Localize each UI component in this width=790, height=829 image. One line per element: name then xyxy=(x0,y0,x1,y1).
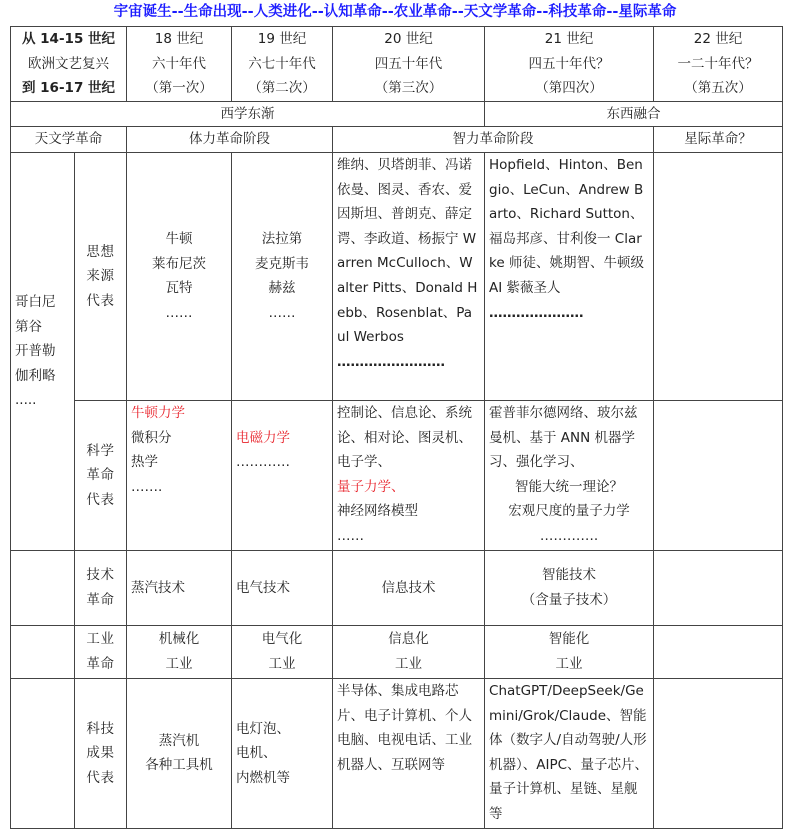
science-label: 科学 革命 代表 xyxy=(75,400,127,550)
phase-interstellar: 星际革命？ xyxy=(654,127,783,153)
thinkers-row xyxy=(11,152,783,400)
technology-19th: 电气技术 xyxy=(232,550,333,625)
page-title: 宇宙诞生--生命出现--人类进化--认知革命--农业革命--天文学革命--科技革命--星际革命 xyxy=(113,4,677,20)
industry-empty-astro xyxy=(11,625,75,678)
science-21st: 霍普菲尔德网络、玻尔兹曼机、基于 ANN 机器学习、强化学习、 智能大统一理论？ 宏观尺度的量子力学 …………. xyxy=(485,400,654,550)
thinkers-21st: Hopfield、Hinton、Bengio、LeCun、Andrew Barto、Richard Sutton、福岛邦彦、甘利俊一 Clarke 师徒、姚期智、牛顿级 AI 紫薇圣人 ………………… xyxy=(485,152,654,400)
science-22nd xyxy=(654,400,783,550)
industry-row xyxy=(11,625,783,678)
achievements-21st: ChatGPT/DeepSeek/Gemini/Grok/Claude、智能体（数字人/自动驾驶/人形机器）、AIPC、量子芯片、量子计算机、星链、星舰等 xyxy=(485,678,654,828)
thinkers-20th: 维纳、贝塔朗菲、冯诺依曼、图灵、香农、爱因斯坦、普朗克、薛定谔、李政道、杨振宁 Warren McCulloch、Walter Pitts、Donald Hebb、Rosenblat、Paul Werbos …………………… xyxy=(333,152,485,400)
science-19th: 电磁力学 ………… xyxy=(232,400,333,550)
science-20th: 控制论、信息论、系统论、相对论、图灵机、电子学、 量子力学、 神经网络模型 …… xyxy=(333,400,485,550)
achievements-row xyxy=(11,678,783,828)
phase-astronomy: 天文学革命 xyxy=(11,127,127,153)
era-19th-century: 19 世纪 六七十年代 （第二次） xyxy=(232,27,333,102)
technology-empty-astro xyxy=(11,550,75,625)
era-header-row xyxy=(11,27,783,102)
thinkers-18th: 牛顿 莱布尼茨 瓦特 …… xyxy=(127,152,232,400)
achievements-empty-astro xyxy=(11,678,75,828)
thinkers-label: 思想 来源 代表 xyxy=(75,152,127,400)
achievements-20th: 半导体、集成电路芯片、电子计算机、个人电脑、电视电话、工业机器人、互联网等 xyxy=(333,678,485,828)
revolution-table xyxy=(10,26,783,829)
era-renaissance: 从 14-15 世纪 欧洲文艺复兴 到 16-17 世纪 xyxy=(11,27,127,102)
west-east-label: 西学东渐 xyxy=(11,101,485,127)
industry-20th: 信息化 工业 xyxy=(333,625,485,678)
phase-intellectual: 智力革命阶段 xyxy=(333,127,654,153)
achievements-18th: 蒸汽机 各种工具机 xyxy=(127,678,232,828)
technology-20th: 信息技术 xyxy=(333,550,485,625)
astronomy-people: 哥白尼 第谷 开普勒 伽利略 ..... xyxy=(11,152,75,550)
technology-label: 技术 革命 xyxy=(75,550,127,625)
era-22nd-century: 22 世纪 一二十年代？ （第五次） xyxy=(654,27,783,102)
industry-19th: 电气化 工业 xyxy=(232,625,333,678)
industry-21st: 智能化 工业 xyxy=(485,625,654,678)
industry-label: 工业 革命 xyxy=(75,625,127,678)
era-18th-century: 18 世纪 六十年代 （第一次） xyxy=(127,27,232,102)
phase-physical: 体力革命阶段 xyxy=(127,127,333,153)
achievements-label: 科技 成果 代表 xyxy=(75,678,127,828)
technology-18th: 蒸汽技术 xyxy=(127,550,232,625)
technology-21st: 智能技术 （含量子技术） xyxy=(485,550,654,625)
phase-row xyxy=(11,127,783,153)
era-21st-century: 21 世纪 四五十年代？ （第四次） xyxy=(485,27,654,102)
thinkers-22nd xyxy=(654,152,783,400)
achievements-22nd xyxy=(654,678,783,828)
thinkers-19th: 法拉第 麦克斯韦 赫兹 …… xyxy=(232,152,333,400)
technology-22nd xyxy=(654,550,783,625)
era-20th-century: 20 世纪 四五十年代 （第三次） xyxy=(333,27,485,102)
science-row xyxy=(11,400,783,550)
science-18th: 牛顿力学 微积分 热学 ……. xyxy=(127,400,232,550)
technology-row xyxy=(11,550,783,625)
industry-22nd xyxy=(654,625,783,678)
industry-18th: 机械化 工业 xyxy=(127,625,232,678)
east-west-label: 东西融合 xyxy=(485,101,783,127)
west-east-row xyxy=(11,101,783,127)
achievements-19th: 电灯泡、 电机、 内燃机等 xyxy=(232,678,333,828)
